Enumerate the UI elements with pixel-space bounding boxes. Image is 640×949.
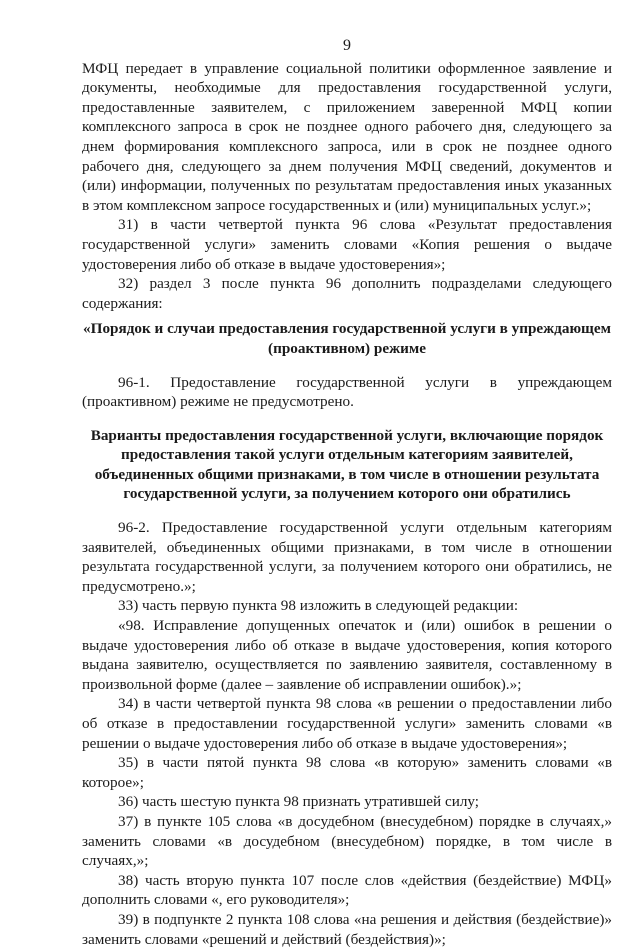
paragraph-item-34: 34) в части четвертой пункта 98 слова «в решении о предоставлении либо об отказе в предоставлении государственной услуги» заменить словами «в решении о выдаче удостоверения либо об отказе в выдаче удостоверения»; [82, 695, 612, 752]
paragraph-item-98-text: «98. Исправление допущенных опечаток и (или) ошибок в решении о выдаче удостоверения либо об отказе в выдаче удостоверения, копия которого выдана заявителю, осуществляется по заявлению заявителя, составленному в произвольной форме (далее – заявление об исправлении ошибок).»; [82, 617, 612, 693]
document-page [82, 36, 612, 949]
paragraph-item-32: 32) раздел 3 после пункта 96 дополнить подразделами следующего содержания: [82, 275, 612, 312]
paragraph-96-2: 96-2. Предоставление государственной услуги отдельным категориям заявителей, объединенных общими признаками, в том числе в отношении результата государственной услуги, за получением которого они обратились, не предусмотрено.»; [82, 519, 612, 595]
paragraph-96-1: 96-1. Предоставление государственной услуги в упреждающем (проактивном) режиме не предусмотрено. [82, 373, 612, 411]
paragraph-item-38: 38) часть вторую пункта 107 после слов «действия (бездействие) МФЦ» дополнить словами «, его руководителя»; [82, 871, 612, 909]
paragraph-item-31: 31) в части четвертой пункта 96 слова «Результат предоставления государственной услуги» заменить словами «Копия решения о выдаче удостоверения либо об отказе в выдаче удостоверения»; [82, 216, 612, 273]
paragraph-item-35: 35) в части пятой пункта 98 слова «в которую» заменить словами «в которое»; [82, 754, 612, 791]
paragraph-item-37: 37) в пункте 105 слова «в досудебном (внесудебном) порядке в случаях,» заменить словами «в досудебном (внесудебном) порядке, в том числе в случаях,»; [82, 812, 612, 870]
paragraph-item-39: 39) в подпункте 2 пункта 108 слова «на решения и действия (бездействие)» заменить словами «решений и действий (бездействия)»; [82, 910, 612, 948]
paragraph-item-36: 36) часть шестую пункта 98 признать утратившей силу; [118, 793, 480, 811]
page-number: 9 [343, 37, 351, 54]
section-heading-variants: Варианты предоставления государственной услуги, включающие порядок предоставления такой услуги отдельным категориям заявителей, объединенных общими признаками, в том числе в отношении результата государственной услуги, за получением которого они обратились [90, 426, 604, 503]
paragraph-mfc-transfer: МФЦ передает в управление социальной политики оформленное заявление и документы, необходимые для предоставления государственной услуги, предоставленные заявителем, с приложением заверенной МФЦ копии комплексного запроса в срок не позднее одного рабочего дня, следующего за днем формирования комплексного запроса, или в срок не позднее одного рабочего дня, следующего за днем получения МФЦ сведений, документов и (или) информации, полученных по результатам предоставления иных указанных в этом комплексном запросе государственных и (или) муниципальных услуг.»; [82, 59, 612, 214]
section-heading-proactive: «Порядок и случаи предоставления государственной услуги в упреждающем (проактивном) режиме [83, 320, 611, 357]
paragraph-item-33: 33) часть первую пункта 98 изложить в следующей редакции: [118, 597, 519, 615]
